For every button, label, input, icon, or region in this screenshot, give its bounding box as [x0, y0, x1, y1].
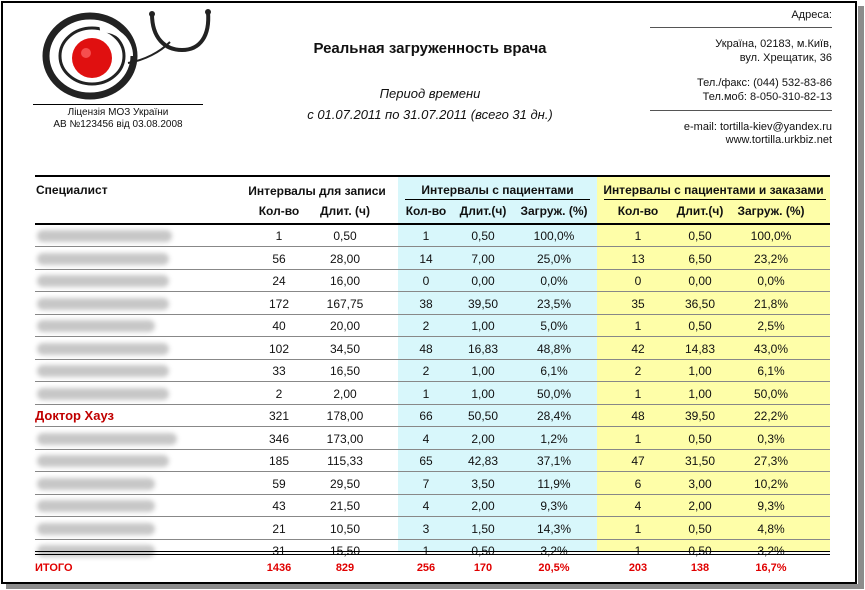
load-orders-cell: 6,1% — [757, 364, 785, 378]
count-patients-cell: 1 — [422, 386, 430, 401]
count-orders-cell: 1 — [634, 431, 642, 446]
duration-slots-cell: 178,00 — [326, 409, 364, 423]
table-row — [35, 293, 830, 315]
load-orders-cell: 21,8% — [753, 296, 789, 311]
duration-patients-cell: 0,00 — [471, 274, 495, 288]
address-line2: вул. Хрещатик, 36 — [739, 52, 832, 64]
specialist-name-redacted — [37, 298, 169, 310]
count-orders-cell: 2 — [634, 364, 642, 378]
count-patients-cell: 3 — [422, 521, 430, 536]
duration-orders-cell: 0,50 — [688, 319, 712, 333]
load-patients-cell: 100,0% — [533, 229, 575, 243]
header-count: Кол-во — [405, 204, 447, 218]
count-slots-cell: 1 — [275, 229, 283, 243]
load-patients-cell: 9,3% — [540, 499, 568, 513]
period-label: Период времени — [379, 86, 481, 101]
table-row — [35, 360, 830, 382]
tel-mob: Тел.моб: 8-050-310-82-13 — [702, 91, 832, 103]
count-patients-cell: 66 — [419, 409, 433, 423]
load-orders-cell: 22,2% — [753, 409, 789, 423]
specialist-name: Доктор Хауз — [35, 408, 114, 423]
count-slots-cell: 43 — [272, 499, 286, 513]
count-slots-cell: 346 — [268, 431, 290, 446]
count-slots-cell: 102 — [268, 341, 290, 356]
specialist-name-redacted — [37, 500, 155, 512]
load-patients-cell: 14,3% — [536, 521, 572, 536]
count-slots-cell: 24 — [272, 274, 286, 288]
tel-fax: Тел./факс: (044) 532-83-86 — [697, 77, 832, 89]
count-orders-cell: 1 — [634, 319, 642, 333]
duration-slots-cell: 173,00 — [326, 431, 364, 446]
load-patients-cell: 25,0% — [536, 251, 572, 266]
duration-slots-cell: 16,50 — [329, 364, 361, 378]
duration-patients-cell: 1,00 — [471, 386, 495, 401]
count-slots-cell: 33 — [272, 364, 286, 378]
count-orders-cell: 35 — [631, 296, 645, 311]
email[interactable]: e-mail: tortilla-kiev@yandex.ru — [683, 121, 832, 133]
specialist-name-redacted — [37, 230, 172, 242]
count-slots-cell: 40 — [272, 319, 286, 333]
duration-orders-cell: 1,00 — [688, 364, 712, 378]
website-link[interactable]: www.tortilla.urkbiz.net — [725, 134, 832, 146]
clinic-logo — [40, 8, 215, 105]
count-patients-cell: 4 — [422, 431, 430, 446]
load-orders-cell: 27,3% — [753, 454, 789, 468]
table-row — [35, 270, 830, 292]
table-row — [35, 315, 830, 337]
header-duration: Длит. (ч) — [320, 204, 370, 218]
count-orders-cell: 1 — [634, 544, 642, 558]
count-slots-cell: 2 — [275, 386, 283, 401]
specialist-name-redacted — [37, 275, 169, 287]
duration-patients-cell: 50,50 — [467, 409, 499, 423]
load-orders-cell: 23,2% — [753, 251, 789, 266]
duration-orders-cell: 0,50 — [688, 431, 712, 446]
table-row — [35, 428, 830, 450]
table-row — [35, 495, 830, 517]
count-patients-cell: 2 — [422, 364, 430, 378]
count-orders-cell: 13 — [631, 251, 645, 266]
load-patients-cell: 28,4% — [536, 409, 572, 423]
table-row — [35, 225, 830, 247]
count-orders-cell: 48 — [631, 409, 645, 423]
table-row — [35, 473, 830, 495]
duration-slots-cell: 2,00 — [333, 386, 357, 401]
count-patients-cell: 4 — [422, 499, 430, 513]
page-shadow-right — [858, 6, 864, 586]
stethoscope-logo-icon — [40, 8, 215, 105]
load-patients-cell: 11,9% — [537, 476, 571, 491]
specialist-name-redacted — [37, 343, 169, 355]
duration-slots-cell: 15,50 — [329, 544, 361, 558]
load-patients-cell: 1,2% — [540, 431, 568, 446]
header-count: Кол-во — [617, 204, 659, 218]
duration-orders-cell: 14,83 — [684, 341, 716, 356]
count-slots-cell: 172 — [268, 296, 290, 311]
count-slots-cell: 185 — [268, 454, 290, 468]
total-duration-patients: 170 — [473, 562, 493, 574]
duration-slots-cell: 28,00 — [329, 251, 361, 266]
count-slots-cell: 321 — [268, 409, 290, 423]
total-count-orders: 203 — [628, 562, 648, 574]
header-count: Кол-во — [258, 204, 300, 218]
duration-patients-cell: 39,50 — [467, 296, 499, 311]
total-row — [35, 562, 830, 578]
count-slots-cell: 56 — [272, 251, 286, 266]
load-orders-cell: 9,3% — [757, 499, 785, 513]
count-patients-cell: 65 — [419, 454, 433, 468]
duration-orders-cell: 3,00 — [688, 476, 712, 491]
duration-patients-cell: 2,00 — [471, 431, 495, 446]
load-orders-cell: 0,3% — [757, 431, 785, 446]
duration-patients-cell: 16,83 — [467, 341, 499, 356]
count-orders-cell: 0 — [634, 274, 642, 288]
total-load-orders: 16,7% — [755, 562, 787, 574]
duration-orders-cell: 36,50 — [684, 296, 716, 311]
total-label: ИТОГО — [35, 562, 73, 574]
load-patients-cell: 6,1% — [540, 364, 568, 378]
header-group-slots: Интервалы для записи — [248, 184, 386, 198]
load-orders-cell: 0,0% — [757, 274, 785, 288]
duration-slots-cell: 20,00 — [329, 319, 361, 333]
load-patients-cell: 48,8% — [536, 341, 572, 356]
specialist-name-redacted — [37, 455, 169, 467]
header-underline — [604, 199, 826, 200]
count-orders-cell: 1 — [634, 229, 642, 243]
duration-patients-cell: 2,00 — [471, 499, 495, 513]
duration-slots-cell: 0,50 — [333, 229, 357, 243]
load-orders-cell: 2,5% — [757, 319, 785, 333]
count-orders-cell: 42 — [631, 341, 645, 356]
duration-slots-cell: 167,75 — [326, 296, 364, 311]
load-patients-cell: 5,0% — [540, 319, 568, 333]
duration-slots-cell: 29,50 — [329, 476, 361, 491]
duration-patients-cell: 42,83 — [467, 454, 499, 468]
table-row — [35, 450, 830, 472]
total-count-patients: 256 — [416, 562, 436, 574]
license-info — [33, 104, 203, 131]
duration-slots-cell: 16,00 — [329, 274, 361, 288]
header-specialist: Специалист — [36, 183, 108, 197]
duration-patients-cell: 7,00 — [471, 251, 495, 266]
specialist-name-redacted — [37, 478, 155, 490]
count-patients-cell: 7 — [422, 476, 430, 491]
duration-slots-cell: 21,50 — [329, 499, 361, 513]
load-patients-cell: 3,2% — [540, 544, 568, 558]
specialist-name-redacted — [37, 365, 169, 377]
report-title: Реальная загруженность врача — [313, 40, 547, 57]
count-slots-cell: 31 — [272, 544, 286, 558]
table-top-rule — [35, 175, 830, 177]
count-orders-cell: 1 — [634, 386, 642, 401]
load-patients-cell: 23,5% — [536, 296, 572, 311]
header-load: Загруж. (%) — [737, 204, 805, 218]
duration-orders-cell: 39,50 — [684, 409, 716, 423]
duration-patients-cell: 1,00 — [471, 364, 495, 378]
duration-patients-cell: 1,00 — [471, 319, 495, 333]
duration-orders-cell: 0,50 — [688, 544, 712, 558]
duration-patients-cell: 0,50 — [471, 544, 495, 558]
duration-orders-cell: 0,50 — [688, 229, 712, 243]
specialist-name-redacted — [37, 433, 177, 445]
duration-orders-cell: 6,50 — [688, 251, 712, 266]
load-patients-cell: 50,0% — [536, 386, 572, 401]
count-orders-cell: 47 — [631, 454, 645, 468]
duration-orders-cell: 0,50 — [688, 521, 712, 536]
duration-orders-cell: 2,00 — [688, 499, 712, 513]
load-orders-cell: 3,2% — [757, 544, 785, 558]
header-group-orders: Интервалы с пациентами и заказами — [603, 183, 824, 197]
specialist-name-redacted — [37, 523, 155, 535]
duration-slots-cell: 115,33 — [327, 454, 363, 468]
count-orders-cell: 6 — [634, 476, 642, 491]
count-patients-cell: 14 — [419, 251, 433, 266]
header-underline — [405, 199, 590, 200]
total-rule — [35, 551, 830, 552]
load-orders-cell: 50,0% — [753, 386, 789, 401]
load-patients-cell: 37,1% — [536, 454, 572, 468]
count-slots-cell: 21 — [272, 521, 286, 536]
duration-orders-cell: 0,00 — [688, 274, 712, 288]
table-row — [35, 383, 830, 405]
total-load-patients: 20,5% — [538, 562, 570, 574]
load-orders-cell: 4,8% — [757, 521, 785, 536]
table-row — [35, 338, 830, 360]
duration-slots-cell: 10,50 — [329, 521, 361, 536]
table-row — [35, 248, 830, 270]
duration-patients-cell: 3,50 — [471, 476, 495, 491]
period-range: с 01.07.2011 по 31.07.2011 (всего 31 дн.) — [307, 107, 553, 122]
page-shadow-bottom — [6, 584, 864, 589]
table-row — [35, 518, 830, 540]
contact-divider — [650, 110, 832, 111]
load-orders-cell: 43,0% — [753, 341, 789, 356]
count-patients-cell: 1 — [422, 229, 430, 243]
table-row — [35, 405, 830, 427]
load-orders-cell: 100,0% — [750, 229, 792, 243]
license-line2: АВ №123456 від 03.08.2008 — [53, 119, 183, 130]
duration-patients-cell: 1,50 — [471, 521, 495, 536]
load-patients-cell: 0,0% — [540, 274, 568, 288]
count-patients-cell: 38 — [419, 296, 433, 311]
address-label: Адреса: — [791, 9, 832, 21]
contact-divider — [650, 27, 832, 28]
count-patients-cell: 1 — [422, 544, 430, 558]
header-load: Загруж. (%) — [520, 204, 588, 218]
specialist-name-redacted — [37, 320, 155, 332]
duration-slots-cell: 34,50 — [329, 341, 361, 356]
license-line1: Ліцензія МОЗ України — [67, 107, 169, 118]
total-rule — [35, 554, 830, 555]
duration-patients-cell: 0,50 — [471, 229, 495, 243]
count-orders-cell: 4 — [634, 499, 642, 513]
duration-orders-cell: 31,50 — [684, 454, 716, 468]
count-slots-cell: 59 — [272, 476, 286, 491]
count-patients-cell: 0 — [422, 274, 430, 288]
header-duration: Длит.(ч) — [459, 204, 507, 218]
count-orders-cell: 1 — [634, 521, 642, 536]
duration-orders-cell: 1,00 — [688, 386, 712, 401]
header-duration: Длит.(ч) — [676, 204, 724, 218]
header-group-patients: Интервалы с пациентами — [421, 183, 574, 197]
specialist-name-redacted — [37, 253, 169, 265]
address-line1: Україна, 02183, м.Київ, — [715, 38, 832, 50]
count-patients-cell: 48 — [419, 341, 433, 356]
total-duration-slots: 829 — [335, 562, 355, 574]
total-count-slots: 1436 — [266, 562, 292, 574]
total-duration-orders: 138 — [690, 562, 710, 574]
count-patients-cell: 2 — [422, 319, 430, 333]
load-orders-cell: 10,2% — [753, 476, 789, 491]
specialist-name-redacted — [37, 388, 169, 400]
